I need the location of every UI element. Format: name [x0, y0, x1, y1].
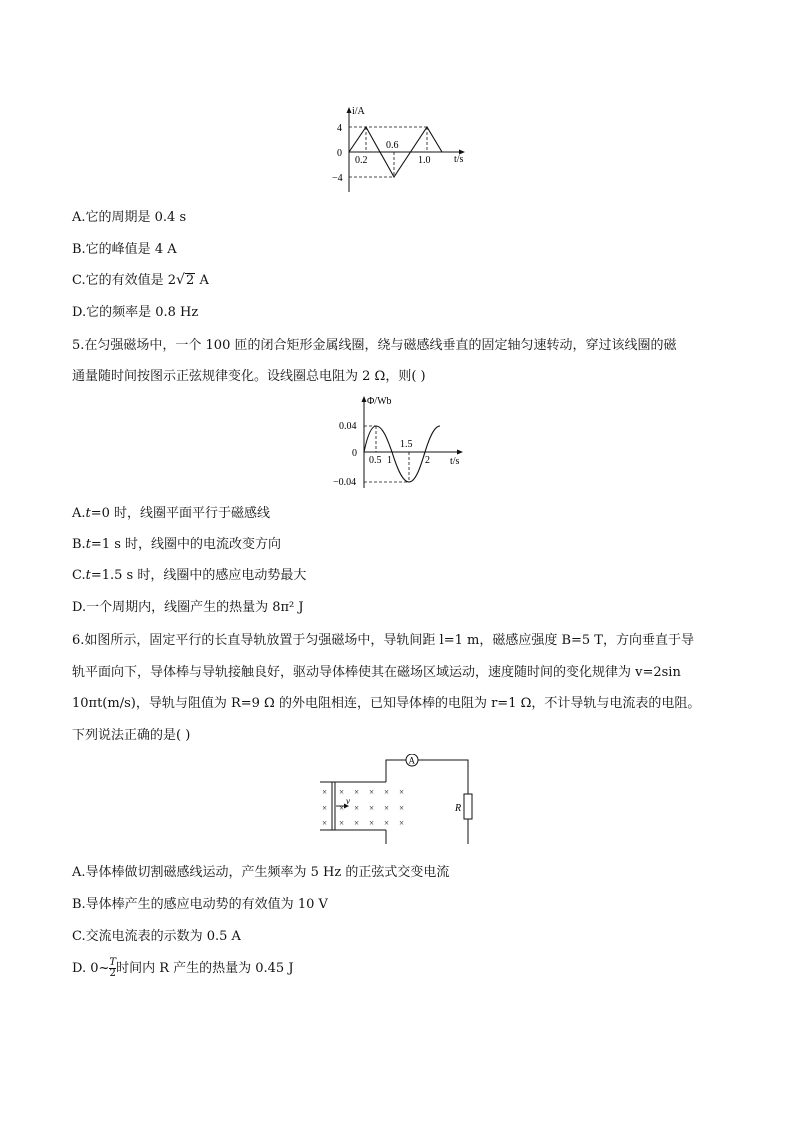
svg-text:×: ×	[384, 787, 390, 797]
tick-label: 0.04	[339, 421, 357, 432]
svg-text:×: ×	[399, 818, 405, 828]
figure-current-waveform	[330, 104, 480, 196]
tick-label: 0.5	[369, 455, 382, 466]
q5-stem-line2: 通量随时间按图示正弦规律变化。设线圈总电阻为 2 Ω，则( )	[72, 369, 426, 384]
ammeter-label: A	[408, 755, 415, 766]
var-t: t	[85, 506, 91, 521]
q5-option-b: B.t=1 s 时，线圈中的电流改变方向	[72, 537, 282, 552]
option-text: =1 s 时，线圈中的电流改变方向	[90, 537, 282, 552]
svg-text:×: ×	[354, 818, 360, 828]
q4-option-c	[72, 272, 209, 290]
option-text: D. 0~	[72, 961, 110, 976]
figure-rail-circuit	[318, 754, 478, 844]
resistor-label: R	[455, 803, 462, 814]
q4-option-d: D.它的频率是 0.8 Hz	[72, 305, 199, 320]
tick-label: 0.6	[386, 140, 399, 151]
q5-option-d: D.一个周期内，线圈产生的热量为 8π² J	[72, 600, 304, 615]
tick-label: 0.2	[355, 155, 368, 166]
svg-text:×: ×	[339, 787, 345, 797]
svg-text:×: ×	[384, 803, 390, 813]
option-text: =1.5 s 时，线圈中的感应电动势最大	[90, 568, 307, 583]
svg-text:×: ×	[384, 818, 390, 828]
tick-label: 0	[337, 148, 342, 159]
svg-text:×: ×	[369, 787, 375, 797]
sqrt-symbol: √ 2	[176, 272, 195, 288]
velocity-label: v	[346, 796, 350, 806]
svg-text:×: ×	[354, 787, 360, 797]
magnetic-field-marks	[322, 787, 404, 828]
q6-stem-line2: 轨平面向下，导体棒与导轨接触良好，驱动导体棒使其在磁场区域运动，速度随时间的变化规律为 v=2sin	[72, 665, 681, 680]
q6-stem-line3: 10πt(m/s)，导轨与阻值为 R=9 Ω 的外电阻相连，已知导体棒的电阻为 r=1 Ω，不计导轨与电流表的电阻。	[72, 696, 701, 711]
x-axis-label: t/s	[450, 456, 460, 467]
option-text: C.它的有效值是 2	[72, 273, 177, 288]
svg-text:×: ×	[399, 803, 405, 813]
svg-text:×: ×	[399, 787, 405, 797]
q6-option-c: C.交流电流表的示数为 0.5 A	[72, 929, 241, 944]
var-t: t	[85, 537, 91, 552]
q6-option-a: A.导体棒做切割磁感线运动，产生频率为 5 Hz 的正弦式交变电流	[72, 865, 450, 880]
svg-text:×: ×	[322, 803, 328, 813]
var-t: t	[85, 568, 91, 583]
q4-option-b: B.它的峰值是 4 A	[72, 242, 177, 257]
q5-option-c: C.t=1.5 s 时，线圈中的感应电动势最大	[72, 568, 307, 583]
tick-label: 4	[337, 123, 342, 134]
svg-text:×: ×	[354, 803, 360, 813]
q6-stem-line4: 下列说法正确的是( )	[72, 728, 191, 743]
svg-text:×: ×	[322, 787, 328, 797]
tick-label: 1	[387, 455, 392, 466]
option-text: 时间内 R 产生的热量为 0.45 J	[116, 961, 294, 976]
q6-stem-line1: 6.如图所示，固定平行的长直导轨放置于匀强磁场中，导轨间距 l=1 m，磁感应强度 B=5 T，方向垂直于导	[72, 633, 694, 648]
svg-text:×: ×	[322, 818, 328, 828]
y-axis-label: i/A	[352, 106, 365, 117]
svg-text:×: ×	[339, 803, 345, 813]
q6-option-d	[72, 958, 294, 979]
tick-label: 2	[425, 455, 430, 466]
option-text: =0 时，线圈平面平行于磁感线	[90, 506, 271, 521]
tick-label: −4	[332, 173, 343, 184]
q5-option-a: A.t=0 时，线圈平面平行于磁感线	[72, 506, 271, 521]
tick-label: 1.5	[400, 439, 413, 450]
q5-stem-line1: 5.在匀强磁场中，一个 100 匝的闭合矩形金属线圈，绕与磁感线垂直的固定轴匀速转动，穿过该线圈的磁	[72, 338, 677, 353]
figure-flux-waveform	[328, 393, 478, 493]
q6-option-b: B.导体棒产生的感应电动势的有效值为 10 V	[72, 897, 328, 912]
tick-label: 1.0	[418, 155, 431, 166]
option-text: A	[195, 273, 209, 288]
q4-option-a: A.它的周期是 0.4 s	[72, 210, 187, 225]
svg-text:×: ×	[369, 803, 375, 813]
tick-label: −0.04	[333, 477, 357, 488]
y-axis-label: Φ/Wb	[367, 396, 392, 407]
svg-text:×: ×	[339, 818, 345, 828]
fraction: $\frac{T}{2}$	[109, 957, 117, 979]
resistor-icon	[464, 794, 472, 819]
tick-label: 0	[352, 448, 357, 459]
svg-text:×: ×	[369, 818, 375, 828]
x-axis-label: t/s	[454, 154, 464, 165]
